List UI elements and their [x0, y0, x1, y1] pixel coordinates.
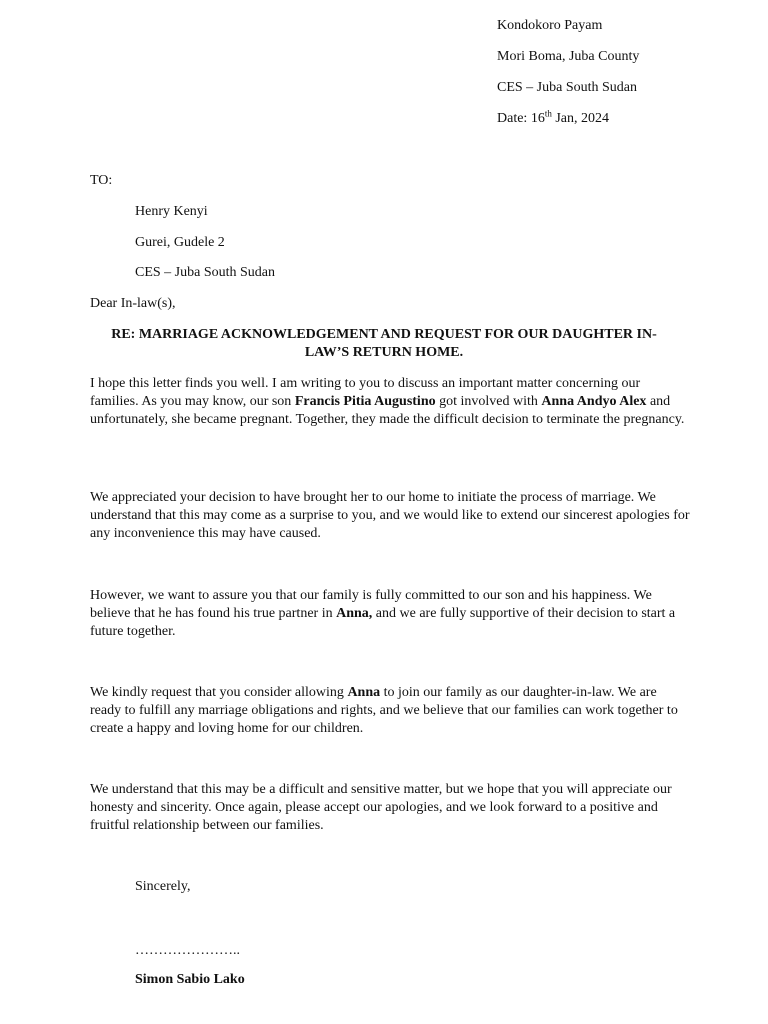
p4-text-c: to join our family as our daughter-in-law. We are ready to fulfill any marriage obligations and rights, and we believe that our families can work together to create a happy and loving home for our children. [90, 685, 678, 736]
sender-boma: Mori Boma, Juba County [497, 49, 640, 64]
subject-line: RE: MARRIAGE ACKNOWLEDGEMENT AND REQUEST FOR OUR DAUGHTER IN-LAW’S RETURN HOME. [111, 327, 657, 360]
paragraph-5: We understand that this may be a difficult and sensitive matter, but we hope that you will appreciate our honesty and sincerity. Once again, please accept our apologies, and we look forward to a positive and fruitful relationship between our families. [90, 782, 672, 833]
sender-region: CES – Juba South Sudan [497, 80, 638, 95]
recipient-region: CES – Juba South Sudan [135, 265, 276, 280]
date-superscript: th [544, 108, 552, 119]
paragraph-1 [90, 375, 690, 429]
recipient-address: Gurei, Gudele 2 [135, 235, 225, 250]
paragraph-2: We appreciated your decision to have brought her to our home to initiate the process of marriage. We understand that this may come as a surprise to you, and we would like to extend our sincerest apologies for any inconvenience this may have caused. [90, 490, 690, 541]
closing: Sincerely, [135, 879, 191, 894]
paragraph-3 [90, 587, 690, 641]
recipient-name: Henry Kenyi [135, 204, 208, 219]
sender-payam: Kondokoro Payam [497, 18, 603, 33]
p1-daughter-name: Anna Andyo Alex [541, 394, 647, 409]
p3-anna: Anna, [336, 606, 373, 621]
paragraph-4 [90, 684, 690, 738]
p4-anna: Anna [347, 685, 381, 700]
date-suffix: Jan, 2024 [551, 111, 610, 126]
signature-line: ………………….. [135, 943, 240, 958]
salutation: Dear In-law(s), [90, 296, 176, 311]
p1-son-name: Francis Pitia Augustino [294, 394, 436, 409]
p3-text-c: and we are fully supportive of their decision to start a future together. [90, 606, 676, 639]
p1-text-c: got involved with [435, 394, 542, 409]
p1-text-a: I hope this letter finds you well. I am writing to you to discuss an important matter concerning our families. As you may know, our son [90, 376, 641, 409]
signatory-name: Simon Sabio Lako [135, 972, 245, 987]
to-label: TO: [90, 173, 113, 188]
date-prefix: Date: 16 [497, 111, 545, 126]
letter-date [497, 108, 610, 126]
p1-text-d: and unfortunately, she became pregnant. Together, they made the difficult decision to terminate the pregnancy. [90, 394, 685, 427]
p4-text-a: We kindly request that you consider allowing [90, 685, 348, 700]
p3-text-a: However, we want to assure you that our family is fully committed to our son and his happiness. We believe that he has found his true partner in [90, 588, 652, 621]
